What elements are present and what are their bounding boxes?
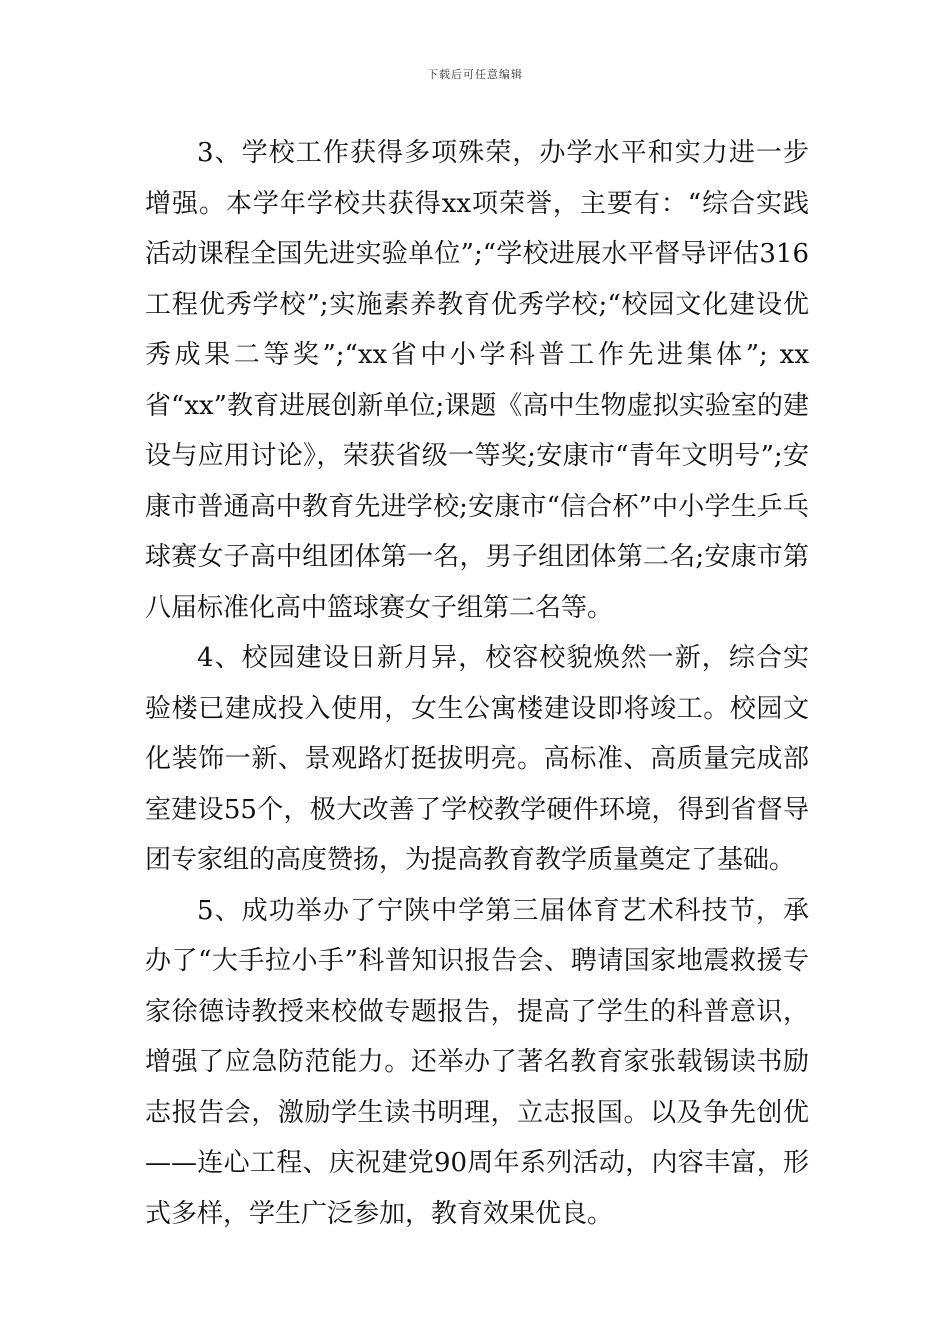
page-header-note: 下载后可任意编辑	[427, 68, 523, 81]
paragraph-5: 5、成功举办了宁陕中学第三届体育艺术科技节，承办了“大手拉小手”科普知识报告会、聘请国家地震救援专家徐德诗教授来校做专题报告，提高了学生的科普意识，增强了应急防范能力。还举办了著名教育家张载锡读书励志报告会，激励学生读书明理，立志报国。以及争先创优——连心工程、庆祝建党90周年系列活动，内容丰富，形式多样，学生广泛参加，教育效果优良。	[145, 895, 809, 1229]
paragraph-3: 3、学校工作获得多项殊荣，办学水平和实力进一步增强。本学年学校共获得xx项荣誉，主要有：“综合实践活动课程全国先进实验单位”;“学校进展水平督导评估316工程优秀学校”;实施素养教育优秀学校;“校园文化建设优秀成果二等奖”;“xx省中小学科普工作先进集体”; xx省“xx”教育进展创新单位;课题《高中生物虚拟实验室的建设与应用讨论》，荣获省级一等奖;安康市“青年文明号”;安康市普通高中教育先进学校;安康市“信合杯”中小学生乒乓球赛女子高中组团体第一名，男子组团体第二名;安康市第八届标准化高中篮球赛女子组第二名等。	[145, 138, 809, 623]
paragraph-4: 4、校园建设日新月异，校容校貌焕然一新，综合实验楼已建成投入使用，女生公寓楼建设即将竣工。校园文化装饰一新、景观路灯挺拔明亮。高标准、高质量完成部室建设55个，极大改善了学校教学硬件环境，得到省督导团专家组的高度赞扬，为提高教育教学质量奠定了基础。	[145, 643, 809, 875]
document-body	[145, 128, 809, 1239]
